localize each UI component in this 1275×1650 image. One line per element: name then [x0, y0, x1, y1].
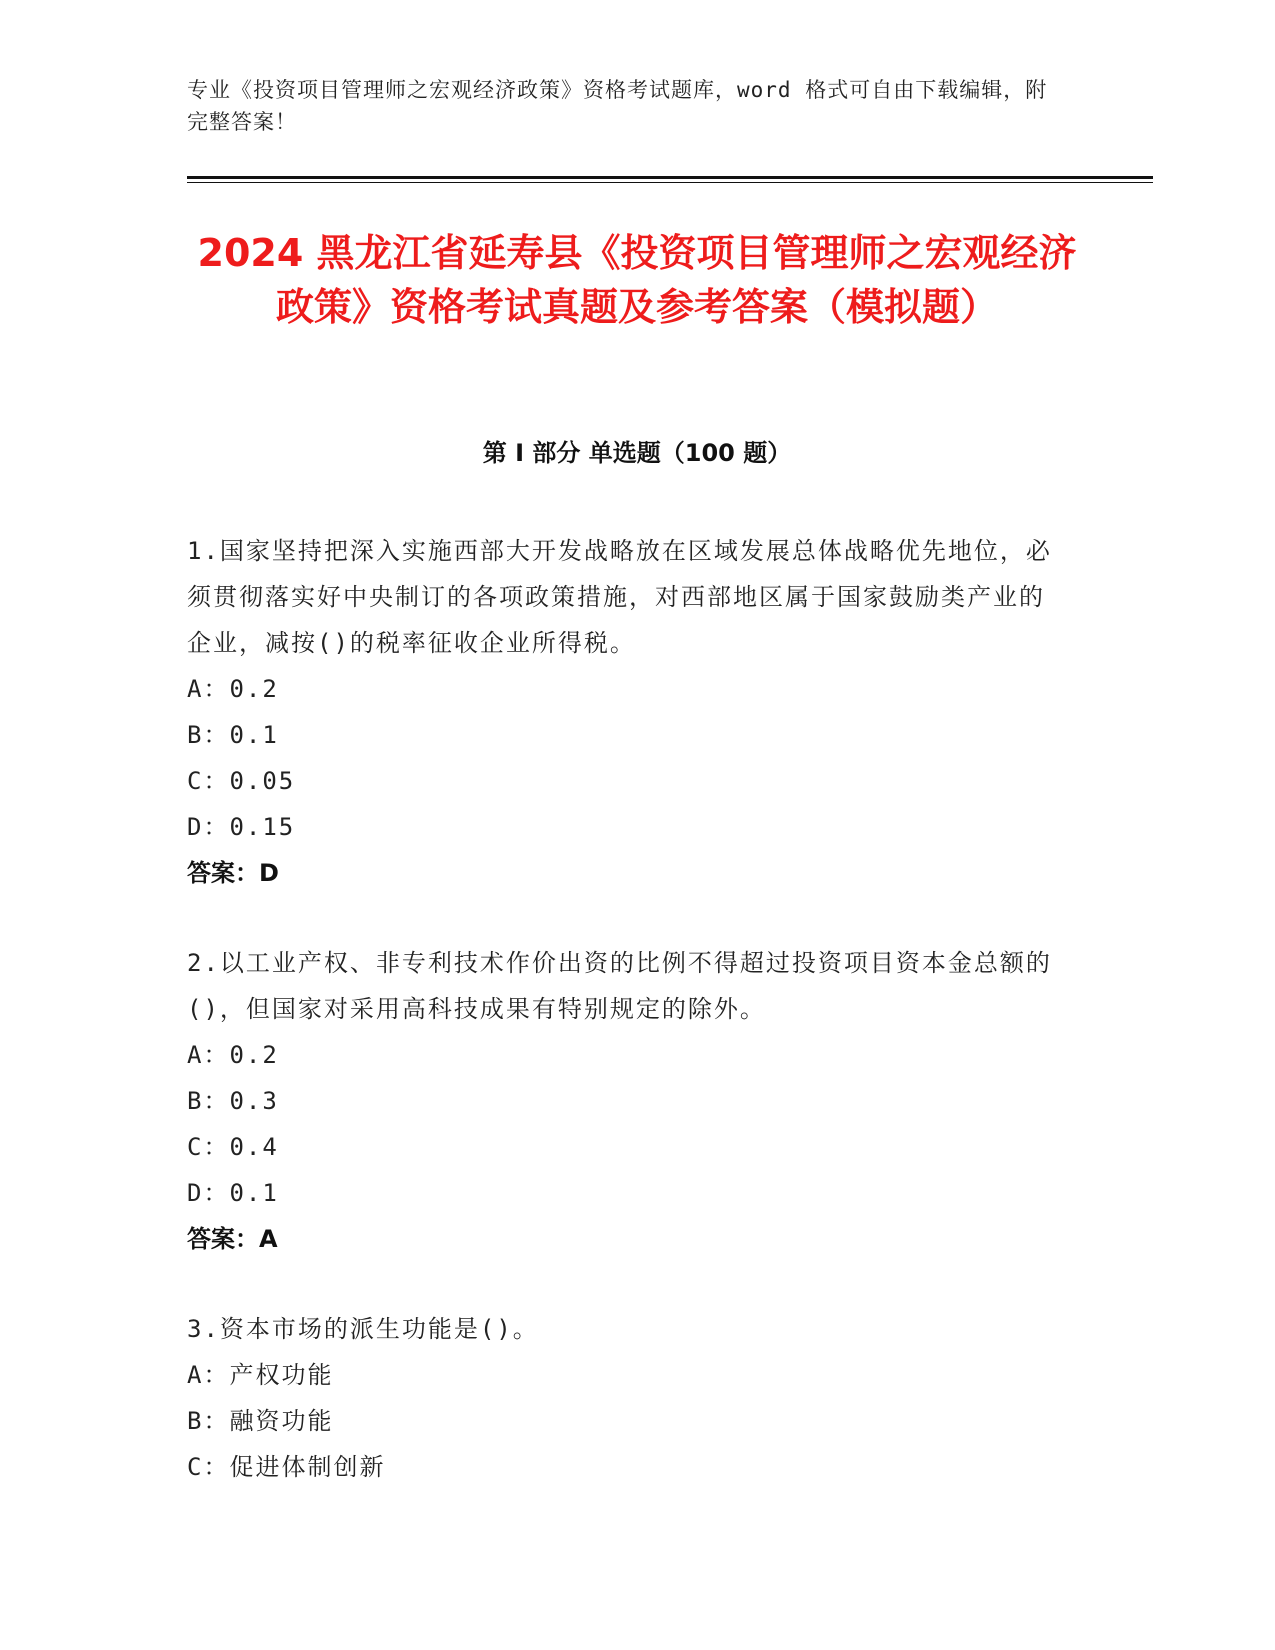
- question-stem: 1.国家坚持把深入实施西部大开发战略放在区域发展总体战略优先地位，必须贯彻落实好中央制订的各项政策措施，对西部地区属于国家鼓励类产业的企业，减按()的税率征收企业所得税。: [187, 537, 1052, 657]
- question-stem: 3.资本市场的派生功能是()。: [187, 1315, 539, 1343]
- option-b: B：0.3: [187, 1087, 279, 1115]
- header-divider-thick: [187, 176, 1153, 179]
- question-list: [187, 528, 1067, 1534]
- option-c: C：促进体制创新: [187, 1453, 386, 1481]
- option-c: C：0.4: [187, 1133, 279, 1161]
- question-stem: 2.以工业产权、非专利技术作价出资的比例不得超过投资项目资本金总额的()，但国家对采用高科技成果有特别规定的除外。: [187, 949, 1052, 1023]
- question-3: [187, 1306, 1067, 1490]
- option-b: B：融资功能: [187, 1407, 334, 1435]
- document-title: 2024 黑龙江省延寿县《投资项目管理师之宏观经济政策》资格考试真题及参考答案（模拟题）: [197, 231, 1077, 329]
- answer-line: 答案：D: [187, 859, 279, 887]
- question-1: [187, 528, 1067, 896]
- header-divider-thin: [187, 182, 1153, 183]
- section-title: 第 I 部分 单选题（100 题）: [482, 439, 792, 467]
- option-a: A：0.2: [187, 1041, 279, 1069]
- option-a: A：产权功能: [187, 1361, 334, 1389]
- option-d: D：0.1: [187, 1179, 279, 1207]
- question-2: [187, 940, 1067, 1262]
- header-note: 专业《投资项目管理师之宏观经济政策》资格考试题库，word 格式可自由下载编辑，附完整答案！: [187, 78, 1048, 134]
- option-c: C：0.05: [187, 767, 296, 795]
- answer-line: 答案：A: [187, 1225, 278, 1253]
- option-b: B：0.1: [187, 721, 279, 749]
- option-d: D：0.15: [187, 813, 296, 841]
- option-a: A：0.2: [187, 675, 279, 703]
